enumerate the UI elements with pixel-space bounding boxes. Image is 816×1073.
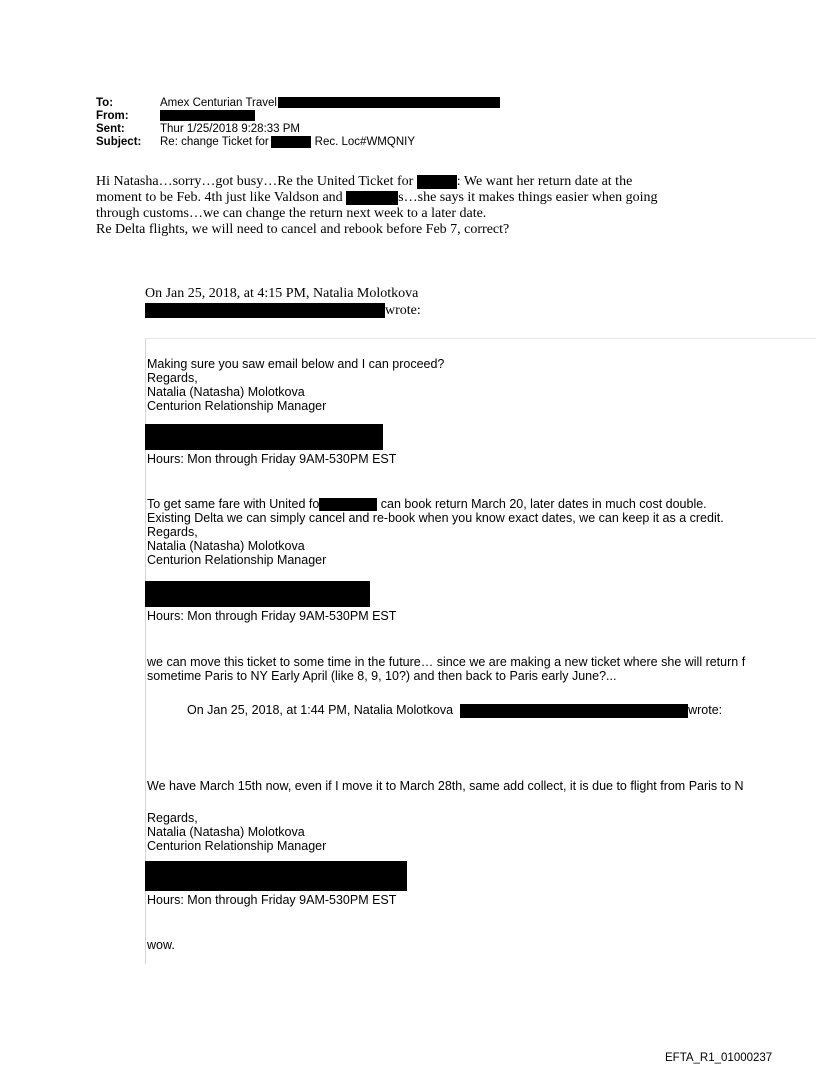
to-label: To: xyxy=(96,97,114,109)
signature-name: Natalia (Natasha) Molotkova xyxy=(147,385,305,399)
sent-label: Sent: xyxy=(96,123,125,135)
signature-name: Natalia (Natasha) Molotkova xyxy=(147,825,305,839)
quoted-text: sometime Paris to NY Early April (like 8, 9, 10?) and then back to Paris early June?... xyxy=(147,669,617,683)
to-name: Amex Centurian Travel xyxy=(160,97,277,109)
redaction-block xyxy=(417,175,457,189)
body-line: Re Delta flights, we will need to cancel and rebook before Feb 7, correct? xyxy=(96,222,510,237)
quoted-text: wow. xyxy=(147,938,175,952)
hours-line: Hours: Mon through Friday 9AM-530PM EST xyxy=(147,452,397,466)
quoted-text: Existing Delta we can simply cancel and re-book when you know exact dates, we can keep it as a credit. xyxy=(147,511,724,525)
redaction-block xyxy=(460,704,688,718)
quoted-text: To get same fare with United fo xyxy=(147,497,320,511)
quote-header-wrote-line xyxy=(145,303,421,319)
sent-value: Thur 1/25/2018 9:28:33 PM xyxy=(160,123,301,135)
body-line xyxy=(96,190,796,206)
body-line xyxy=(96,174,796,190)
redaction-block xyxy=(278,97,500,108)
wrote-text: wrote: xyxy=(385,303,421,318)
quoted-text: we can move this ticket to some time in the future… since we are making a new ticket where she will return f xyxy=(147,655,746,669)
quoted-text: Making sure you saw email below and I can proceed? xyxy=(147,357,445,371)
redaction-block xyxy=(160,110,255,121)
redaction-block xyxy=(346,191,398,205)
body-text: : We want her return date at the xyxy=(456,174,633,189)
body-text: Hi Natasha…sorry…got busy…Re the United Ticket for xyxy=(96,174,414,189)
inner-on-text: On Jan 25, 2018, at 1:44 PM, Natalia Molotkova xyxy=(187,703,454,717)
body-line: through customs…we can change the return next week to a later date. xyxy=(96,206,487,221)
quoted-text: can book return March 20, later dates in much cost double. xyxy=(377,497,707,511)
signature-title: Centurion Relationship Manager xyxy=(147,553,327,567)
subject-suffix: Rec. Loc#WMQNIY xyxy=(314,136,415,149)
redaction-block xyxy=(271,136,311,148)
quote-header-line: On Jan 25, 2018, at 4:15 PM, Natalia Molotkova xyxy=(145,286,419,301)
document-id: EFTA_R1_01000237 xyxy=(665,1052,773,1064)
hours-line: Hours: Mon through Friday 9AM-530PM EST xyxy=(147,893,397,907)
inner-quote-header xyxy=(187,703,722,718)
quoted-text: Regards, xyxy=(147,811,198,825)
redaction-block xyxy=(319,498,377,511)
redaction-block xyxy=(145,303,385,318)
subject-label: Subject: xyxy=(96,136,142,148)
signature-title: Centurion Relationship Manager xyxy=(147,839,327,853)
subject-value xyxy=(160,136,415,149)
signature-title: Centurion Relationship Manager xyxy=(147,399,327,413)
email-body xyxy=(96,174,796,238)
redaction-block xyxy=(145,424,383,450)
subject-prefix: Re: change Ticket for xyxy=(160,136,269,149)
signature-name: Natalia (Natasha) Molotkova xyxy=(147,539,305,553)
from-value xyxy=(160,110,255,123)
to-value xyxy=(160,97,500,110)
quoted-text: We have March 15th now, even if I move it to March 28th, same add collect, it is due to flight from Paris to N xyxy=(147,779,744,793)
quoted-text: Regards, xyxy=(147,525,198,539)
hours-line: Hours: Mon through Friday 9AM-530PM EST xyxy=(147,609,397,623)
redaction-block xyxy=(145,861,407,891)
wrote-text: wrote: xyxy=(688,703,723,717)
body-text: s…she says it makes things easier when going xyxy=(398,190,658,205)
redaction-block xyxy=(145,581,370,607)
quoted-text: Regards, xyxy=(147,371,198,385)
quoted-text-line xyxy=(147,497,707,511)
from-label: From: xyxy=(96,110,129,122)
body-text: moment to be Feb. 4th just like Valdson and xyxy=(96,190,343,205)
